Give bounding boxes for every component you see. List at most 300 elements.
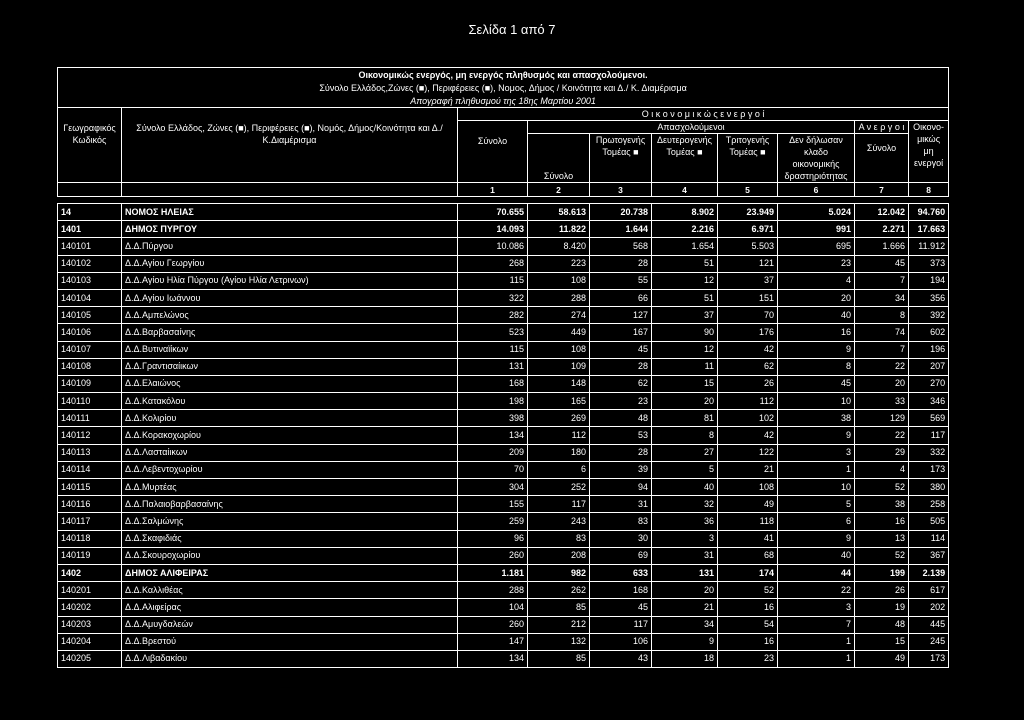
value-cell: 28 (590, 358, 652, 375)
value-cell: 13 (855, 530, 909, 547)
value-cell: 2.139 (909, 564, 949, 581)
value-cell: 176 (718, 324, 778, 341)
geo-code-cell: 140202 (58, 599, 122, 616)
value-cell: 194 (909, 272, 949, 289)
value-cell: 982 (528, 564, 590, 581)
value-cell: 568 (590, 238, 652, 255)
value-cell: 202 (909, 599, 949, 616)
value-cell: 5 (652, 461, 718, 478)
value-cell: 41 (718, 530, 778, 547)
value-cell: 304 (458, 479, 528, 496)
value-cell: 245 (909, 633, 949, 650)
value-cell: 633 (590, 564, 652, 581)
value-cell: 54 (718, 616, 778, 633)
value-cell: 53 (590, 427, 652, 444)
geo-code-cell: 140117 (58, 513, 122, 530)
value-cell: 445 (909, 616, 949, 633)
area-name-cell: Δ.Δ.Αγίου Ηλία Πύργου (Αγίου Ηλία Λετρινων) (122, 272, 458, 289)
header-unemployed: Α ν ε ρ γ ο ι (855, 121, 909, 134)
value-cell: 42 (718, 341, 778, 358)
value-cell: 118 (718, 513, 778, 530)
value-cell: 10.086 (458, 238, 528, 255)
column-number: 8 (909, 183, 949, 197)
value-cell: 10 (778, 393, 855, 410)
geo-code-cell: 140103 (58, 272, 122, 289)
table-row (58, 410, 949, 427)
value-cell: 114 (909, 530, 949, 547)
value-cell: 106 (590, 633, 652, 650)
value-cell: 102 (718, 410, 778, 427)
value-cell: 20.738 (590, 204, 652, 221)
value-cell: 48 (590, 410, 652, 427)
value-cell: 94.760 (909, 204, 949, 221)
value-cell: 288 (528, 289, 590, 306)
value-cell: 62 (590, 375, 652, 392)
value-cell: 10 (778, 479, 855, 496)
area-name-cell: Δ.Δ.Σαλμώνης (122, 513, 458, 530)
value-cell: 85 (528, 599, 590, 616)
value-cell: 23.949 (718, 204, 778, 221)
area-name-cell: Δ.Δ.Αγίου Γεωργίου (122, 255, 458, 272)
table-row (58, 375, 949, 392)
value-cell: 8 (778, 358, 855, 375)
value-cell: 8.420 (528, 238, 590, 255)
value-cell: 1.666 (855, 238, 909, 255)
value-cell: 117 (909, 427, 949, 444)
value-cell: 31 (590, 496, 652, 513)
value-cell: 129 (855, 410, 909, 427)
column-number: 7 (855, 183, 909, 197)
table-row (58, 616, 949, 633)
column-number-blank (122, 183, 458, 197)
value-cell: 398 (458, 410, 528, 427)
value-cell: 147 (458, 633, 528, 650)
table-row (58, 204, 949, 221)
geo-code-cell: 140112 (58, 427, 122, 444)
area-name-cell: Δ.Δ.Καλλιθέας (122, 582, 458, 599)
value-cell: 51 (652, 255, 718, 272)
value-cell: 134 (458, 427, 528, 444)
value-cell: 70 (718, 307, 778, 324)
census-date: Απογραφή πληθυσμού της 18ης Μαρτίου 2001 (58, 94, 949, 108)
geo-code-cell: 140102 (58, 255, 122, 272)
value-cell: 104 (458, 599, 528, 616)
area-name-cell: Δ.Δ.Αμυγδαλεών (122, 616, 458, 633)
value-cell: 132 (528, 633, 590, 650)
value-cell: 90 (652, 324, 718, 341)
value-cell: 62 (718, 358, 778, 375)
value-cell: 5.024 (778, 204, 855, 221)
value-cell: 70.655 (458, 204, 528, 221)
value-cell: 367 (909, 547, 949, 564)
value-cell: 1 (778, 650, 855, 667)
header-secondary: Δευτερογενής Τομέας ■ (652, 134, 718, 183)
value-cell: 14.093 (458, 221, 528, 238)
value-cell: 523 (458, 324, 528, 341)
value-cell: 115 (458, 341, 528, 358)
value-cell: 131 (458, 358, 528, 375)
value-cell: 165 (528, 393, 590, 410)
value-cell: 268 (458, 255, 528, 272)
value-cell: 243 (528, 513, 590, 530)
value-cell: 6 (528, 461, 590, 478)
value-cell: 49 (855, 650, 909, 667)
value-cell: 96 (458, 530, 528, 547)
table-row (58, 599, 949, 616)
value-cell: 207 (909, 358, 949, 375)
value-cell: 12 (652, 272, 718, 289)
value-cell: 44 (778, 564, 855, 581)
value-cell: 42 (718, 427, 778, 444)
table-body (58, 204, 949, 668)
value-cell: 20 (652, 393, 718, 410)
value-cell: 31 (652, 547, 718, 564)
value-cell: 173 (909, 650, 949, 667)
table-row (58, 289, 949, 306)
value-cell: 9 (652, 633, 718, 650)
value-cell: 3 (652, 530, 718, 547)
value-cell: 9 (778, 427, 855, 444)
area-name-cell: Δ.Δ.Παλαιοβαρβασαίνης (122, 496, 458, 513)
value-cell: 8.902 (652, 204, 718, 221)
value-cell: 9 (778, 530, 855, 547)
table-row (58, 272, 949, 289)
value-cell: 30 (590, 530, 652, 547)
value-cell: 108 (528, 272, 590, 289)
header-econ-active: Ο ι κ ο ν ο μ ι κ ώ ς ε ν ε ρ γ ο ί (458, 108, 949, 121)
value-cell: 15 (652, 375, 718, 392)
header-undeclared: Δεν δήλωσαν κλαδο οικονομικής δραστηριότητας (778, 134, 855, 183)
table-row (58, 221, 949, 238)
value-cell: 5 (778, 496, 855, 513)
area-name-cell: Δ.Δ.Βυτιναϊίκων (122, 341, 458, 358)
area-name-cell: Δ.Δ.Κατακόλου (122, 393, 458, 410)
area-name-cell: Δ.Δ.Βρεστού (122, 633, 458, 650)
value-cell: 20 (652, 582, 718, 599)
value-cell: 28 (590, 444, 652, 461)
area-name-cell: Δ.Δ.Πύργου (122, 238, 458, 255)
column-number: 6 (778, 183, 855, 197)
header-tertiary: Τριτογενής Τομέας ■ (718, 134, 778, 183)
value-cell: 356 (909, 289, 949, 306)
value-cell: 148 (528, 375, 590, 392)
value-cell: 373 (909, 255, 949, 272)
area-name-cell: Δ.Δ.Λεβεντοχωρίου (122, 461, 458, 478)
value-cell: 37 (718, 272, 778, 289)
value-cell: 3 (778, 599, 855, 616)
column-number: 5 (718, 183, 778, 197)
value-cell: 48 (855, 616, 909, 633)
value-cell: 260 (458, 547, 528, 564)
geo-code-cell: 140204 (58, 633, 122, 650)
geo-code-cell: 140116 (58, 496, 122, 513)
value-cell: 6.971 (718, 221, 778, 238)
value-cell: 223 (528, 255, 590, 272)
table-row (58, 633, 949, 650)
geo-code-cell: 140105 (58, 307, 122, 324)
value-cell: 38 (855, 496, 909, 513)
value-cell: 174 (718, 564, 778, 581)
area-name-cell: Δ.Δ.Αμπελώνος (122, 307, 458, 324)
area-name-cell: Δ.Δ.Αγίου Ιωάννου (122, 289, 458, 306)
table-row (58, 513, 949, 530)
value-cell: 392 (909, 307, 949, 324)
value-cell: 3 (778, 444, 855, 461)
table-row (58, 238, 949, 255)
header-employed: Απασχολούμενοι (528, 121, 855, 134)
value-cell: 18 (652, 650, 718, 667)
value-cell: 45 (590, 599, 652, 616)
value-cell: 991 (778, 221, 855, 238)
value-cell: 262 (528, 582, 590, 599)
value-cell: 33 (855, 393, 909, 410)
value-cell: 212 (528, 616, 590, 633)
value-cell: 16 (718, 633, 778, 650)
value-cell: 1.644 (590, 221, 652, 238)
table-title: Οικονομικώς ενεργός, μη ενεργός πληθυσμός και απασχολούμενοι. (58, 68, 949, 82)
value-cell: 26 (855, 582, 909, 599)
value-cell: 121 (718, 255, 778, 272)
value-cell: 49 (718, 496, 778, 513)
page-header: Σελίδα 1 από 7 (468, 22, 556, 37)
value-cell: 258 (909, 496, 949, 513)
geo-code-cell: 140109 (58, 375, 122, 392)
value-cell: 83 (528, 530, 590, 547)
value-cell: 52 (718, 582, 778, 599)
table-row (58, 444, 949, 461)
value-cell: 7 (855, 341, 909, 358)
value-cell: 1.654 (652, 238, 718, 255)
value-cell: 38 (778, 410, 855, 427)
statistics-table (57, 67, 949, 668)
geo-code-cell: 140108 (58, 358, 122, 375)
area-name-cell: Δ.Δ.Βαρβασαίνης (122, 324, 458, 341)
table-row (58, 564, 949, 581)
geo-code-cell: 14 (58, 204, 122, 221)
value-cell: 12.042 (855, 204, 909, 221)
value-cell: 332 (909, 444, 949, 461)
column-number: 3 (590, 183, 652, 197)
value-cell: 69 (590, 547, 652, 564)
geo-code-cell: 140101 (58, 238, 122, 255)
value-cell: 151 (718, 289, 778, 306)
area-name-cell: Δ.Δ.Σκουροχωρίου (122, 547, 458, 564)
value-cell: 252 (528, 479, 590, 496)
value-cell: 66 (590, 289, 652, 306)
table-row (58, 255, 949, 272)
area-name-cell: Δ.Δ.Αλιφείρας (122, 599, 458, 616)
area-name-cell: Δ.Δ.Μυρτέας (122, 479, 458, 496)
value-cell: 9 (778, 341, 855, 358)
value-cell: 260 (458, 616, 528, 633)
table-subtitle: Σύνολο Ελλάδος,Ζώνες (■), Περιφέρειες (■), Νομος, Δήμος / Κοινότητα και Δ./ Κ. Διαμέρισμα (58, 81, 949, 94)
value-cell: 109 (528, 358, 590, 375)
geo-code-cell: 140118 (58, 530, 122, 547)
geo-code-cell: 140119 (58, 547, 122, 564)
value-cell: 45 (855, 255, 909, 272)
value-cell: 26 (718, 375, 778, 392)
value-cell: 380 (909, 479, 949, 496)
value-cell: 83 (590, 513, 652, 530)
value-cell: 274 (528, 307, 590, 324)
value-cell: 43 (590, 650, 652, 667)
area-name-cell: Δ.Δ.Κολιρίου (122, 410, 458, 427)
value-cell: 19 (855, 599, 909, 616)
value-cell: 7 (778, 616, 855, 633)
value-cell: 40 (778, 307, 855, 324)
header-primary: Πρωτογενής Τομέας ■ (590, 134, 652, 183)
value-cell: 199 (855, 564, 909, 581)
area-name-cell: ΔΗΜΟΣ ΠΥΡΓΟΥ (122, 221, 458, 238)
geo-code-cell: 1401 (58, 221, 122, 238)
value-cell: 11.912 (909, 238, 949, 255)
header-area: Σύνολο Ελλάδος, Ζώνες (■), Περιφέρειες (■), Νομός, Δήμος/Κοινότητα και Δ./ Κ.Διαμέρισμα (122, 108, 458, 183)
value-cell: 167 (590, 324, 652, 341)
value-cell: 16 (778, 324, 855, 341)
value-cell: 5.503 (718, 238, 778, 255)
area-name-cell: Δ.Δ.Λιβαδακίου (122, 650, 458, 667)
value-cell: 122 (718, 444, 778, 461)
value-cell: 52 (855, 479, 909, 496)
header-spacer (58, 197, 949, 204)
value-cell: 8 (652, 427, 718, 444)
column-number: 2 (528, 183, 590, 197)
value-cell: 569 (909, 410, 949, 427)
table-row (58, 358, 949, 375)
value-cell: 112 (718, 393, 778, 410)
value-cell: 282 (458, 307, 528, 324)
value-cell: 695 (778, 238, 855, 255)
value-cell: 29 (855, 444, 909, 461)
value-cell: 68 (718, 547, 778, 564)
geo-code-cell: 140106 (58, 324, 122, 341)
geo-code-cell: 140107 (58, 341, 122, 358)
header-employed-total: Σύνολο (528, 134, 590, 183)
value-cell: 269 (528, 410, 590, 427)
table-row (58, 582, 949, 599)
value-cell: 58.613 (528, 204, 590, 221)
area-name-cell: ΝΟΜΟΣ ΗΛΕΙΑΣ (122, 204, 458, 221)
area-name-cell: Δ.Δ.Σκαφιδιάς (122, 530, 458, 547)
value-cell: 21 (652, 599, 718, 616)
value-cell: 4 (855, 461, 909, 478)
value-cell: 22 (855, 427, 909, 444)
table-row (58, 479, 949, 496)
value-cell: 168 (590, 582, 652, 599)
value-cell: 617 (909, 582, 949, 599)
value-cell: 32 (652, 496, 718, 513)
value-cell: 34 (855, 289, 909, 306)
value-cell: 20 (855, 375, 909, 392)
value-cell: 168 (458, 375, 528, 392)
value-cell: 602 (909, 324, 949, 341)
value-cell: 36 (652, 513, 718, 530)
area-name-cell: ΔΗΜΟΣ ΑΛΙΦΕΙΡΑΣ (122, 564, 458, 581)
value-cell: 505 (909, 513, 949, 530)
value-cell: 22 (855, 358, 909, 375)
table-row (58, 307, 949, 324)
value-cell: 322 (458, 289, 528, 306)
value-cell: 15 (855, 633, 909, 650)
value-cell: 39 (590, 461, 652, 478)
value-cell: 11.822 (528, 221, 590, 238)
value-cell: 198 (458, 393, 528, 410)
value-cell: 4 (778, 272, 855, 289)
geo-code-cell: 140110 (58, 393, 122, 410)
table-row (58, 547, 949, 564)
geo-code-cell: 140203 (58, 616, 122, 633)
value-cell: 449 (528, 324, 590, 341)
value-cell: 1 (778, 633, 855, 650)
value-cell: 288 (458, 582, 528, 599)
area-name-cell: Δ.Δ.Λασταίικων (122, 444, 458, 461)
value-cell: 45 (590, 341, 652, 358)
value-cell: 6 (778, 513, 855, 530)
value-cell: 81 (652, 410, 718, 427)
value-cell: 7 (855, 272, 909, 289)
table-row (58, 496, 949, 513)
value-cell: 1 (778, 461, 855, 478)
geo-code-cell: 140111 (58, 410, 122, 427)
value-cell: 208 (528, 547, 590, 564)
value-cell: 40 (778, 547, 855, 564)
value-cell: 108 (718, 479, 778, 496)
value-cell: 12 (652, 341, 718, 358)
value-cell: 17.663 (909, 221, 949, 238)
value-cell: 127 (590, 307, 652, 324)
value-cell: 34 (652, 616, 718, 633)
header-inactive: Οικονο-μικώς μη ενεργοί (909, 121, 949, 183)
value-cell: 209 (458, 444, 528, 461)
value-cell: 2.216 (652, 221, 718, 238)
header-unemployed-total: Σύνολο (855, 134, 909, 183)
value-cell: 346 (909, 393, 949, 410)
value-cell: 70 (458, 461, 528, 478)
geo-code-cell: 140113 (58, 444, 122, 461)
value-cell: 27 (652, 444, 718, 461)
table-row (58, 461, 949, 478)
header-total: Σύνολο (458, 121, 528, 183)
value-cell: 117 (528, 496, 590, 513)
column-number-blank (58, 183, 122, 197)
value-cell: 40 (652, 479, 718, 496)
table-row (58, 427, 949, 444)
value-cell: 8 (855, 307, 909, 324)
table-row (58, 341, 949, 358)
value-cell: 11 (652, 358, 718, 375)
table-row (58, 650, 949, 667)
geo-code-cell: 140104 (58, 289, 122, 306)
column-number: 1 (458, 183, 528, 197)
table-row (58, 530, 949, 547)
header-geo-code: Γεωγραφικός Κωδικός (58, 108, 122, 183)
value-cell: 21 (718, 461, 778, 478)
value-cell: 115 (458, 272, 528, 289)
value-cell: 2.271 (855, 221, 909, 238)
value-cell: 131 (652, 564, 718, 581)
value-cell: 85 (528, 650, 590, 667)
value-cell: 134 (458, 650, 528, 667)
area-name-cell: Δ.Δ.Κορακοχωρίου (122, 427, 458, 444)
table-row (58, 324, 949, 341)
value-cell: 37 (652, 307, 718, 324)
value-cell: 45 (778, 375, 855, 392)
value-cell: 52 (855, 547, 909, 564)
geo-code-cell: 140201 (58, 582, 122, 599)
value-cell: 23 (718, 650, 778, 667)
value-cell: 270 (909, 375, 949, 392)
table-row (58, 393, 949, 410)
